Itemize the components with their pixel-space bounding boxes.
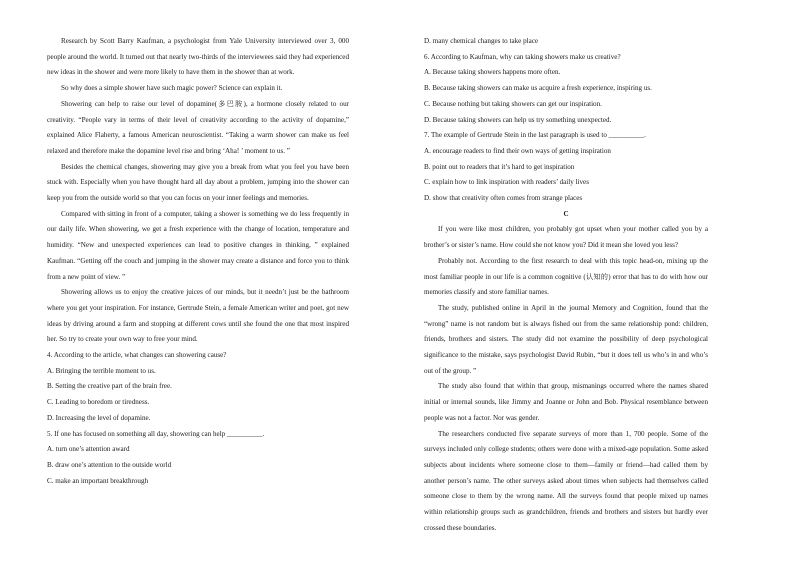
left-column [47,34,349,489]
question-option: A. encourage readers to find their own ways of getting inspiration [424,146,611,155]
question-option: D. Increasing the level of dopamine. [47,413,151,422]
question-stem: 5. If one has focused on something all day, showering can help __________. [47,429,265,438]
question-stem: 4. According to the article, what changes can showering cause? [47,351,227,360]
question-option: A. turn one’s attention award [47,445,130,454]
passage-paragraph: Showering can help to raise our level of dopamine(多巴胺), a hormone closely related to our creativity. “People vary in terms of their level of creativity according to the activity of dopamine,” explained Alice Flaherty, a famous American neuroscientist. “Taking a warm shower can make us feel relaxed and therefore make the dopamine level rise and bring ‘Aha! ’ moment to us. ” [47,99,349,155]
passage-paragraph: So why does a simple shower have such magic power? Science can explain it. [61,84,283,93]
question-option: C. explain how to link inspiration with readers’ daily lives [424,178,589,187]
question-option: C. make an important breakthrough [47,476,149,485]
right-column [424,34,708,537]
question-option: C. Because nothing but taking showers can get our inspiration. [424,99,602,108]
passage-paragraph: Probably not. According to the first research to deal with this topic head-on, mixing up the most familiar people in our life is a common cognitive (认知的) error that has to do with how our memories classify and store familiar names. [424,256,708,297]
question-option: B. Because taking showers can make us acquire a fresh experience, inspiring us. [424,84,652,93]
question-stem: 7. The example of Gertrude Stein in the last paragraph is used to __________. [424,131,646,140]
passage-paragraph: If you were like most children, you probably got upset when your mother called you by a brother’s or sister’s name. How could she not know you? Did it mean she loved you less? [424,225,708,250]
section-label: C [563,209,569,218]
question-option: C. Leading to boredom or tiredness. [47,398,150,407]
question-option: A. Because taking showers happens more often. [424,68,561,77]
question-option: B. draw one’s attention to the outside world [47,460,172,469]
passage-paragraph: The researchers conducted five separate surveys of more than 1, 700 people. Some of the surveys included only college students; others were done with a mixed-age population. Some asked subjects about incidents where someone close to them—family or friend—had called them by another person’s name. The other surveys asked about times when subjects had themselves called someone close to them by the wrong name. All the surveys found that people mixed up names within relationship groups such as grandchildren, friends and brothers and sisters but hardly ever crossed these boundaries. [424,429,708,532]
passage-paragraph: The study also found that within that group, mismanings occurred where the names shared initial or internal sounds, like Jimmy and Joanne or John and Bob. Physical resemblance between people was not a factor. Nor was gender. [424,382,708,422]
question-option: A. Bringing the terrible moment to us. [47,366,156,375]
passage-paragraph: Besides the chemical changes, showering may give you a break from what you feel you have been stuck with. Especially when you have thought hard all day about a problem, jumping into the shower can keep you from the outside world so that you can focus on your inner feelings and memories. [47,162,349,203]
question-option: D. many chemical changes to take place [424,37,539,45]
question-option: D. Because taking showers can help us try something unexpected. [424,115,612,124]
question-stem: 6. According to Kaufman, why can taking showers make us creative? [424,52,621,61]
question-option: B. Setting the creative part of the brain free. [47,382,172,391]
passage-paragraph: The study, published online in April in the journal Memory and Cognition, found that the “wrong” name is not random but is always fished out from the same relationship pond: children, friends, brothers and sisters. The study did not examine the possibility of deep psychological significance to the mistake, says psychologist David Rubin, “but it does tell us who’s in and who’s out of the group. ” [424,303,708,375]
passage-paragraph: Showering allows us to enjoy the creative juices of our minds, but it needn’t just be the bathroom where you get your inspiration. For instance, Gertrude Stein, a female American writer and poet, got new ideas by driving around a farm and stopping at different cows until she found the one that most inspired her. So try to create your own way to free your mind. [47,288,349,344]
question-option: B. point out to readers that it’s hard to get inspiration [424,162,575,171]
question-option: D. show that creativity often comes from strange places [424,194,583,203]
passage-paragraph: Research by Scott Barry Kaufman, a psychologist from Yale University interviewed over 3, 000 people around the world. It turned out that nearly two-thirds of the interviewees said they had experienced new ideas in the shower and were more likely to have them in the shower than at work. [47,37,349,77]
passage-paragraph: Compared with sitting in front of a computer, taking a shower is something we do less frequently in our daily life. When showering, we get a fresh experience with the change of location, temperature and humidity. “New and unexpected experiences can lead to positive changes in thinking, ” explained Kaufman. “Getting off the couch and jumping in the shower may create a distance and force you to think from a new point of view. ” [47,209,349,281]
